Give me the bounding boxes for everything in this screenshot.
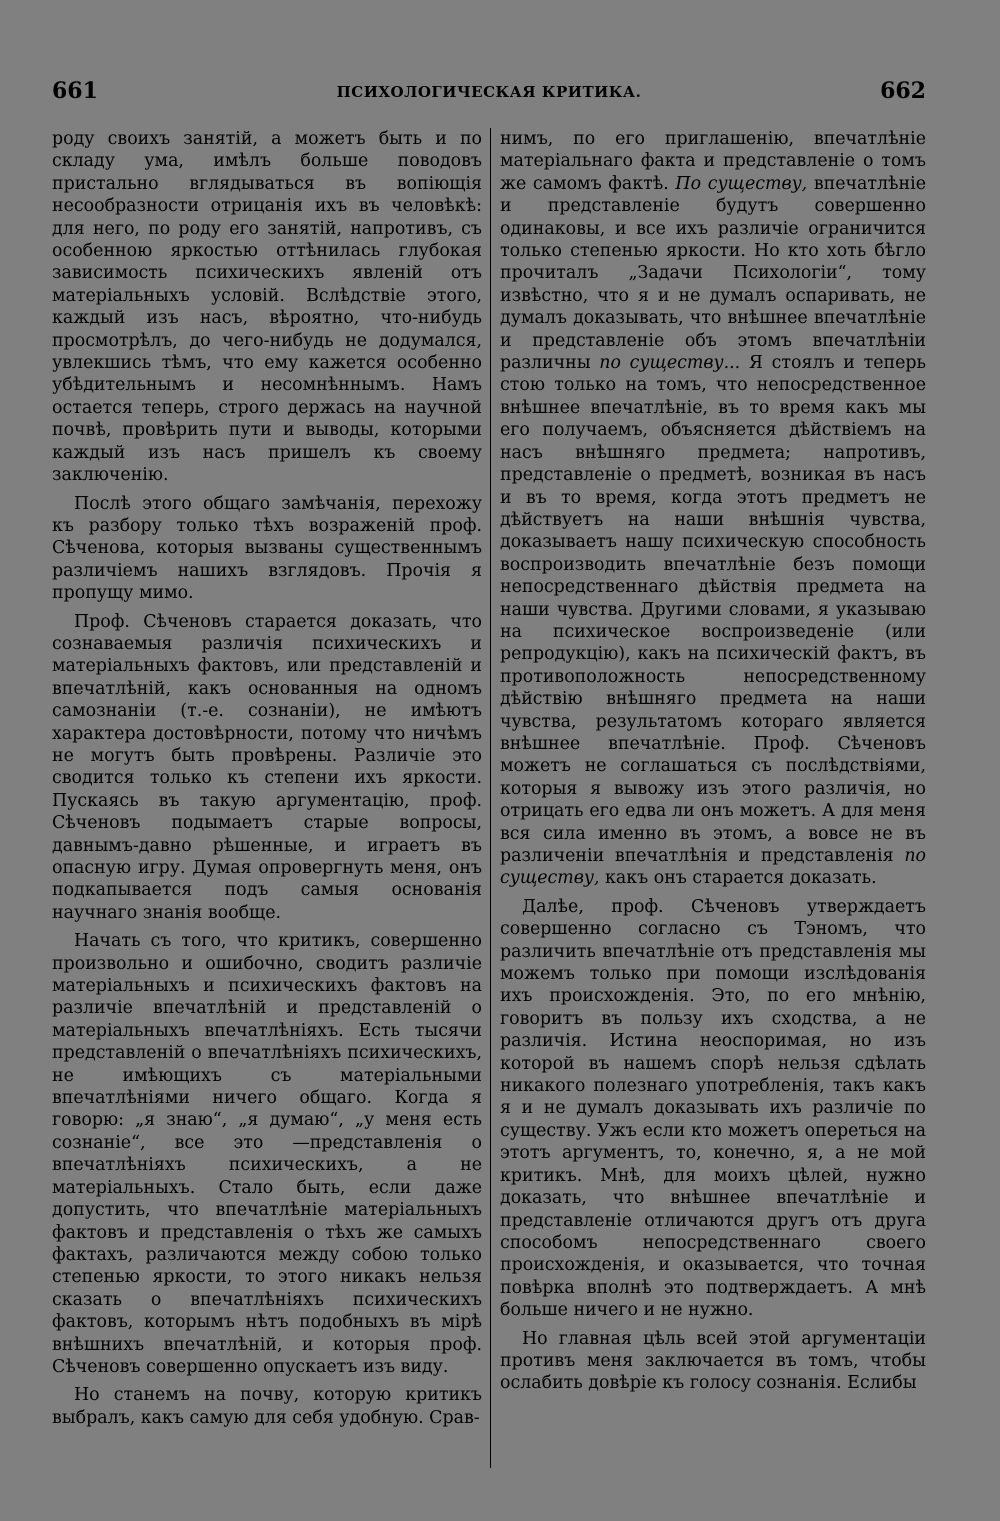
italic-text: По существу, [675,173,808,194]
column-divider [490,128,491,1468]
running-title: ПСИХОЛОГИЧЕСКАЯ КРИТИКА. [336,83,642,101]
page-header [52,78,926,112]
paragraph: роду своихъ занятій, а можетъ быть и по складу ума, имѣлъ больше поводовъ пристально вглядываться въ вопіющія несообразности отрицанія ихъ въ человѣкѣ: для него, по роду его занятій, напротивъ, съ особенною яркостью оттѣнилась глубокая зависимость психическихъ явленій отъ матеріальныхъ условій. Вслѣдствіе этого, каждый изъ насъ, вѣроятно, что-нибудь просмотрѣлъ, до чего-нибудь не додумался, увлекшись тѣмъ, что ему кажется особенно убѣдительнымъ и несомнѣннымъ. Намъ остается теперь, строго держась на научной почвѣ, провѣрить пути и выводы, которыми каждый изъ насъ пришелъ къ своему заключенію. [52,129,482,486]
page-number-left: 661 [52,78,98,104]
text-run: Я стоялъ и теперь стою только на томъ, что непосредственное внѣшнее впечатлѣніе, въ то время какъ мы его получаемъ, объясняется дѣйствіемъ на насъ внѣшняго предмета; напротивъ, представленіе о предметѣ, возникая въ насъ и въ то время, когда этотъ предметъ не дѣйствуетъ на наши внѣшнія чувства, доказываетъ нашу психическую способность воспроизводить впечатлѣніе безъ помощи непосредственнаго дѣйствія предмета на наши чувства. Другими словами, я указываю на психическое воспроизведеніе (или репродукцію), какъ на психическій фактъ, въ противоположность непосредственному дѣйствію внѣшняго предмета на наши чувства, результатомъ котораго является внѣшнее впечатлѣніе. Проф. Сѣченовъ можетъ не соглашаться съ послѣдствіями, которыя я вывожу изъ этого различія, но отрицать его едва ли онъ можетъ. А для меня вся сила именно въ этомъ, а вовсе не въ различеніи впечатлѣнія и представленія [500,353,926,866]
paragraph: Проф. Сѣченовъ старается доказать, что сознаваемыя различія психическихъ и матеріальныхъ фактовъ, или представленій и впечатлѣній, какъ основанныя на одномъ самознаніи (т.-е. сознаніи), не имѣютъ характера достовѣрности, потому что ничѣмъ не могутъ быть провѣрены. Различіе это сводится только къ степени ихъ яркости. Пускаясь въ такую аргументацію, проф. Сѣченовъ подымаетъ старые вопросы, давнымъ-давно рѣшенные, и играетъ въ опасную игру. Думая опровергнуть меня, онъ подкапывается подъ самыя основанія научнаго знанія вообще. [52,611,482,923]
paragraph: Послѣ этого общаго замѣчанія, перехожу къ разбору только тѣхъ возраженій проф. Сѣченова, которыя вызваны существеннымъ различіемъ нашихъ взглядовъ. Прочія я пропущу мимо. [52,493,482,604]
paragraph [500,128,926,890]
paragraph: Начать съ того, что критикъ, совершенно произвольно и ошибочно, сводитъ различіе матеріальныхъ и психическихъ фактовъ на различіе впечатлѣній и представленій о матеріальныхъ впечатлѣніяхъ. Есть тысячи представленій о впечатлѣніяхъ психическихъ, не имѣющихъ съ матеріальными впечатлѣніями ничего общаго. Когда я говорю: „я знаю“, „я думаю“, „у меня есть сознаніе“, все это —представленія о впечатлѣніяхъ психическихъ, а не матеріальныхъ. Стало быть, если даже допустить, что впечатлѣніе матеріальныхъ фактовъ и представленія о тѣхъ же самыхъ фактахъ, различаются между собою только степенью яркости, то этого никакъ нельзя сказать о впечатлѣніяхъ психическихъ фактовъ, которымъ нѣтъ подобныхъ въ мірѣ внѣшнихъ впечатлѣній, и которыя проф. Сѣченовъ совершенно опускаетъ изъ виду. [52,931,482,1377]
paragraph: Но станемъ на почву, которую критикъ выбралъ, какъ самую для себя удобную. Срав- [52,1385,482,1428]
right-column [500,128,926,1395]
left-column [52,128,482,1429]
text-run: какъ онъ старается доказать. [599,868,877,889]
paragraph: Но главная цѣль всей этой аргументаціи противъ меня заключается въ томъ, чтобы ослабить довѣріе къ голосу сознанія. Еслибы [500,1328,926,1394]
text-run: нимъ, по его приглашенію, впечатлѣніе матеріальнаго факта и представленіе о томъ же самомъ фактѣ. [500,129,926,194]
page-number-right: 662 [880,78,926,104]
paragraph: Далѣе, проф. Сѣченовъ утверждаетъ совершенно согласно съ Тэномъ, что различить впечатлѣніе отъ представленія мы можемъ только при помощи изслѣдованія ихъ происхожденія. Это, по его мнѣнію, говоритъ въ пользу ихъ сходства, а не различія. Истина неоспоримая, но изъ которой въ нашемъ спорѣ нельзя сдѣлать никакого полезнаго употребленія, такъ какъ я и не думалъ доказывать ихъ различіе по существу. Ужъ если кто можетъ опереться на этотъ аргументъ, то, конечно, я, а не мой критикъ. Мнѣ, для моихъ цѣлей, нужно доказать, что внѣшнее впечатлѣніе и представленіе отличаются другъ отъ друга способомъ непосредственнаго своего происхожденія, и оказывается, что точная повѣрка вполнѣ это подтверждаетъ. А мнѣ больше ничего и не нужно. [500,896,926,1321]
italic-text: по существу, [500,846,926,889]
italic-text: по существу... [599,353,741,374]
text-run: впечатлѣніе и представленіе будутъ совершенно одинаковы, и все ихъ различіе ограничится только степенью яркости. Но кто хоть бѣгло прочиталъ „Задачи Психологіи“, тому извѣстно, что я и не думалъ оспаривать, не думалъ доказывать, что внѣшнее впечатлѣніе и представленіе объ этомъ впечатлѣніи различны [500,173,926,374]
